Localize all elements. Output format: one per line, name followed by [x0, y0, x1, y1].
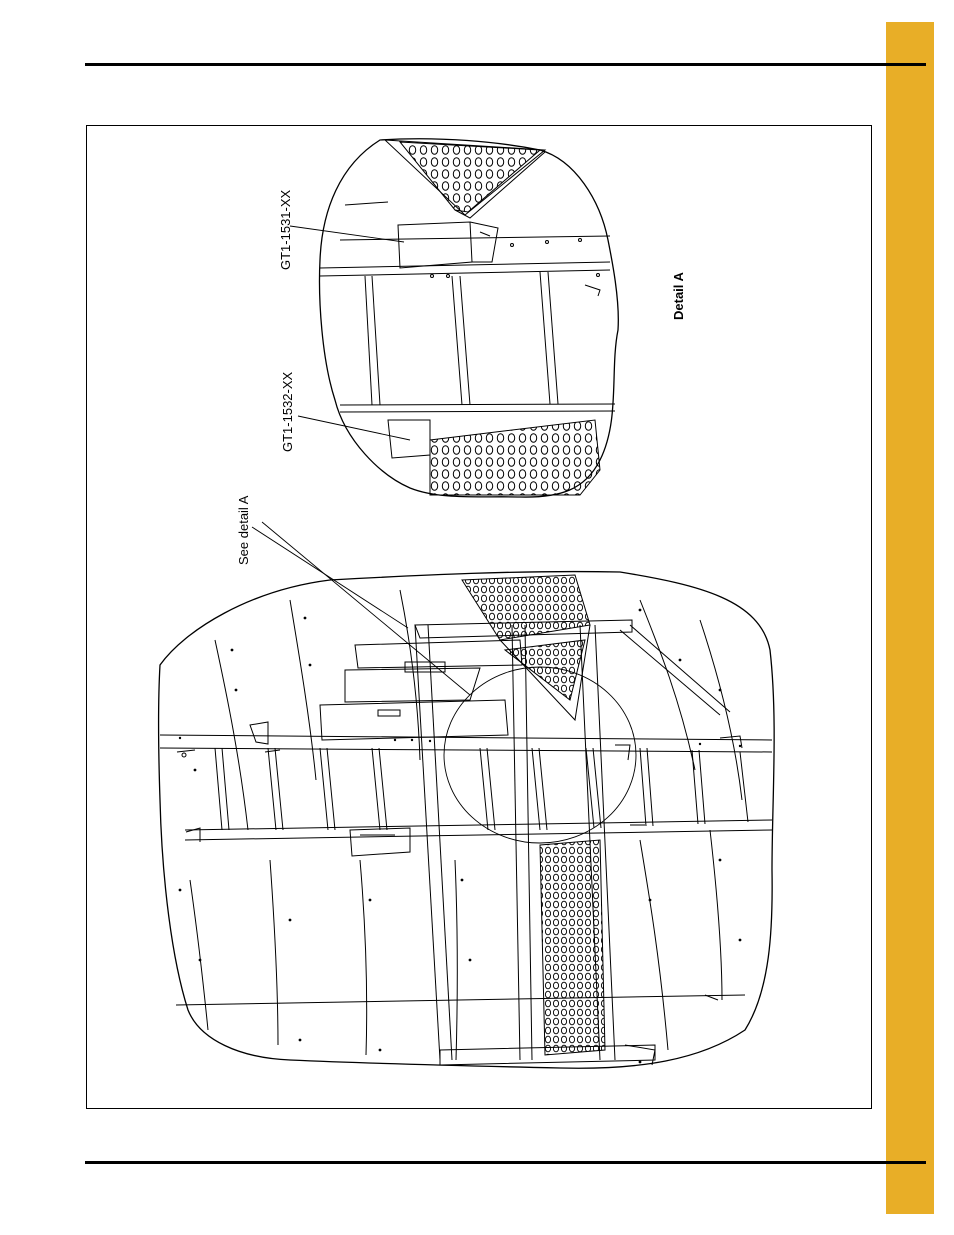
detail-leaders: [290, 226, 410, 440]
callout-gt1-1532: GT1-1532-XX: [280, 371, 295, 452]
callout-gt1-1531: GT1-1531-XX: [278, 189, 293, 270]
detail-title: Detail A: [671, 272, 686, 320]
main-assembly-view: [159, 572, 775, 1069]
detail-a-view: [314, 139, 619, 497]
callout-see-detail: See detail A: [236, 495, 251, 565]
